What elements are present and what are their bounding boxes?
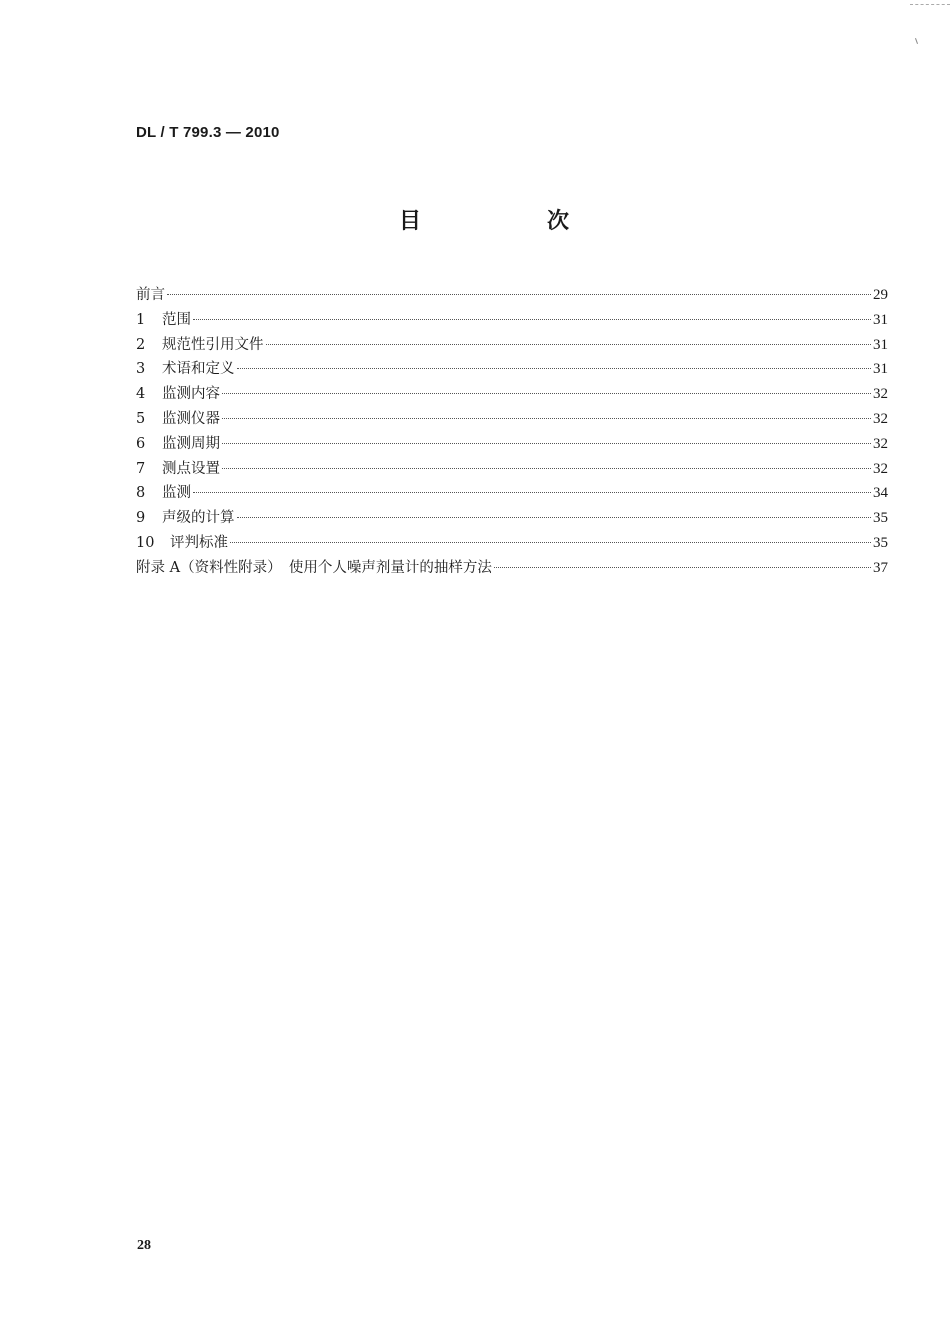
toc-entry-number: 3 xyxy=(136,361,146,378)
toc-leader-dots xyxy=(222,393,871,394)
toc-entry-page: 37 xyxy=(873,559,888,576)
toc-entry-page: 29 xyxy=(873,287,888,303)
toc-entry-page: 32 xyxy=(873,386,888,403)
toc-entry-number: 1 xyxy=(136,311,146,328)
toc-entry-title: 声级的计算 xyxy=(162,510,235,527)
toc-entry-10[interactable] xyxy=(136,531,888,556)
scan-edge-mark xyxy=(910,4,950,5)
toc-entry-page: 35 xyxy=(873,510,888,527)
table-of-contents xyxy=(136,283,888,581)
toc-entry-title: 监测周期 xyxy=(162,435,220,452)
toc-entry-title: 监测 xyxy=(162,485,191,502)
toc-leader-dots xyxy=(222,468,871,469)
toc-entry-title: 监测仪器 xyxy=(162,410,220,427)
toc-entry-number: 4 xyxy=(136,386,146,403)
toc-leader-dots xyxy=(237,517,872,518)
toc-leader-dots xyxy=(222,443,871,444)
toc-entry-number: 6 xyxy=(136,435,146,452)
toc-entry-page: 31 xyxy=(873,311,888,328)
toc-entry-title: 前言 xyxy=(136,287,165,303)
toc-leader-dots xyxy=(230,542,871,543)
toc-entry-title: 监测内容 xyxy=(162,386,220,403)
toc-entry-7[interactable] xyxy=(136,457,888,482)
toc-leader-dots xyxy=(222,418,871,419)
toc-entry-number: 10 xyxy=(136,534,155,551)
toc-entry-title: 评判标准 xyxy=(170,534,228,551)
toc-leader-dots xyxy=(193,319,871,320)
toc-entry-page: 31 xyxy=(873,336,888,353)
toc-entry-4[interactable] xyxy=(136,382,888,407)
toc-entry-page: 34 xyxy=(873,485,888,502)
toc-entry-3[interactable] xyxy=(136,357,888,382)
toc-entry-8[interactable] xyxy=(136,481,888,506)
toc-entry-title: 附录 A（资料性附录） 使用个人噪声剂量计的抽样方法 xyxy=(136,559,492,576)
toc-leader-dots xyxy=(193,492,871,493)
standard-code: DL / T 799.3 — 2010 xyxy=(136,124,280,141)
toc-entry-page: 31 xyxy=(873,361,888,378)
scan-speck xyxy=(915,38,918,44)
toc-entry-title: 规范性引用文件 xyxy=(162,336,264,353)
page-title: 目 次 xyxy=(398,209,621,234)
toc-entry-appendix-a[interactable] xyxy=(136,556,888,581)
toc-leader-dots xyxy=(167,294,871,295)
toc-leader-dots xyxy=(266,344,872,345)
toc-entry-6[interactable] xyxy=(136,432,888,457)
toc-entry-title: 测点设置 xyxy=(162,460,220,477)
toc-entry-page: 32 xyxy=(873,435,888,452)
toc-entry-page: 35 xyxy=(873,534,888,551)
toc-entry-page: 32 xyxy=(873,460,888,477)
toc-entry-number: 7 xyxy=(136,460,146,477)
toc-entry-title: 术语和定义 xyxy=(162,361,235,378)
toc-entry-5[interactable] xyxy=(136,407,888,432)
toc-entry-number: 2 xyxy=(136,336,146,353)
toc-entry-foreword[interactable] xyxy=(136,283,888,308)
toc-entry-9[interactable] xyxy=(136,506,888,531)
toc-leader-dots xyxy=(237,368,872,369)
toc-entry-1[interactable] xyxy=(136,308,888,333)
toc-entry-page: 32 xyxy=(873,410,888,427)
toc-entry-number: 5 xyxy=(136,410,146,427)
toc-entry-title: 范围 xyxy=(162,311,191,328)
toc-entry-number: 8 xyxy=(136,485,146,502)
toc-entry-2[interactable] xyxy=(136,333,888,358)
toc-leader-dots xyxy=(494,567,871,568)
toc-entry-number: 9 xyxy=(136,510,146,527)
page-number: 28 xyxy=(137,1238,151,1253)
